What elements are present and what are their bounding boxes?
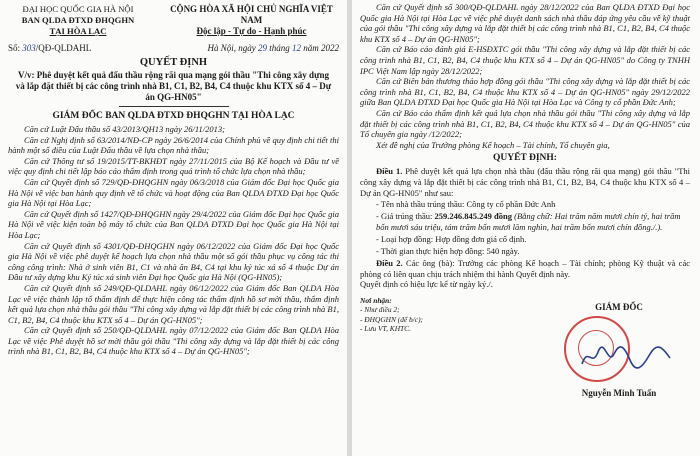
issuing-authority: GIÁM ĐỐC BAN QLDA ĐTXD ĐHQGHN TẠI HÒA LẠC bbox=[52, 111, 295, 121]
date-suffix: năm 2022 bbox=[303, 43, 339, 53]
legal-basis-12: Căn cứ Báo cáo thẩm định kết quả lựa chọn nhà thầu gói thầu "Thi công xây dựng và lắp đặt thiết bị các công trình nhà B1, C1, B2, B4, C4 thuộc khu KTX số 4 – Dự án QG-HN05" của Tổ chuyên gia ngày /12/2022; bbox=[360, 107, 690, 140]
issue-date bbox=[207, 43, 339, 53]
date-mid: tháng bbox=[269, 43, 290, 53]
legal-basis-7: Căn cứ Quyết định số 249/QĐ-QLDAHL ngày 06/12/2022 của Giám đốc Ban QLDA Hòa Lạc về việc thành lập tổ thẩm định để thực hiện công tác thẩm định hồ sơ mời thầu, thẩm định kết quả lựa chọn nhà thầu gói thầu "Thi công xây dựng và lắp đặt thiết bị các công trình nhà B1, C1, B2, B4, C4 thuộc khu KTX số 4 – Dự án QG-HN05"; bbox=[8, 282, 339, 325]
org-line-1: ĐẠI HỌC QUỐC GIA HÀ NỘI bbox=[22, 4, 134, 14]
legal-basis-6: Căn cứ Quyết định số 4301/QĐ-ĐHQGHN ngày 06/12/2022 của Giám đốc Đại học Quốc gia Hà Nội về việc phê duyệt kế hoạch lựa chọn nhà thầu một số gói thầu phục vụ công tác thi công công trình: Nhà ở sinh viên B1, C1 và nhà ăn B4, C4 tại khu ký túc xá số 4 thuộc Dự án Đầu tư xây dựng khu Ký túc xá sinh viên Đại học Quốc gia Hà Nội (QG-HN05); bbox=[8, 240, 339, 283]
legal-basis-1: Căn cứ Luật Đấu thầu số 43/2013/QH13 ngày 26/11/2013; bbox=[24, 124, 225, 134]
recipients bbox=[360, 296, 480, 334]
divider bbox=[119, 106, 229, 107]
signer-title: GIÁM ĐỐC bbox=[595, 301, 643, 312]
document-title: QUYẾT ĐỊNH bbox=[139, 57, 208, 68]
article-2-head: Điều 2. bbox=[376, 258, 403, 269]
decision-page-2 bbox=[352, 0, 700, 456]
legal-basis-2: Căn cứ Nghị định số 63/2014/NĐ-CP ngày 26/6/2014 của Chính phủ về quy định chi tiết thi hành một số điều của Luật Đấu thầu về lựa chọn nhà thầu; bbox=[8, 134, 339, 156]
recipient-3: - Lưu VT, KHTC. bbox=[360, 324, 411, 334]
doc-no-prefix: Số: bbox=[8, 43, 21, 53]
contract-duration: - Thời gian thực hiện hợp đồng: 540 ngày. bbox=[376, 246, 520, 257]
recipient-2: - ĐHQGHN (để b/c); bbox=[360, 314, 424, 324]
document-header bbox=[8, 4, 339, 37]
legal-basis-9: Căn cứ Quyết định số 300/QĐ-QLDAHL ngày 28/12/2022 của Ban QLDA ĐTXD Đại học Quốc gia Hà Nội tại Hòa Lạc về việc phê duyệt danh sách nhà thầu đáp ứng yêu cầu về kỹ thuật của gói thầu "Thi công xây dựng và lắp đặt thiết bị các công trình nhà B1, C1, B2, B4, C4 thuộc khu KTX số 4 – Dự án QG-HN05"; bbox=[360, 2, 690, 44]
article-1-text: Phê duyệt kết quả lựa chọn nhà thầu (đấu thầu rộng rãi qua mạng) gói thầu "Thi công xây dựng và lắp đặt thiết bị các công trình nhà B1, C1, B2, B4, C4 thuộc khu KTX số 4 – Dự án QG-HN05" như sau: bbox=[360, 166, 690, 198]
doc-no-handwritten: 303 bbox=[22, 43, 36, 53]
effective-clause: Quyết định có hiệu lực kể từ ngày ký./. bbox=[360, 279, 493, 290]
issuing-agency bbox=[8, 4, 148, 37]
handwritten-signature bbox=[578, 342, 674, 372]
price-value: 259.246.845.249 đồng bbox=[434, 211, 513, 222]
legal-basis-5: Căn cứ Quyết định số 1427/QĐ-ĐHQGHN ngày 29/4/2022 của Giám đốc Đại học Quốc gia Hà Nội về việc kiện toàn bộ máy tổ chức của Ban QLDA ĐTXD Đại học Quốc gia Hà Nội tại Hòa Lạc; bbox=[8, 208, 339, 240]
date-month: 12 bbox=[292, 43, 301, 53]
contract-type: - Loại hợp đồng: Hợp đồng đơn giá cố định. bbox=[376, 234, 527, 245]
legal-basis-11: Căn cứ Biên bản thương thảo hợp đồng gói thầu "Thi công xây dựng và lắp đặt thiết bị các công trình nhà B1, C1, B2, B4, C4 thuộc khu KTX số 4 – Dự án QG-HN05" ngày 29/12/2022 giữa Ban QLDA ĐTXD Đại học Quốc gia Hà Nội tại Hòa Lạc và Công ty cổ phần Đức Anh; bbox=[360, 76, 690, 108]
nation-line-1: CỘNG HÒA XÃ HỘI CHỦ NGHĨA VIỆT NAM bbox=[170, 4, 333, 25]
signer-name: Nguyễn Minh Tuấn bbox=[581, 387, 657, 398]
document-number bbox=[8, 43, 91, 53]
price-in-words: (Bằng chữ: Hai trăm năm mươi chín tỷ, hai trăm bốn mươi sáu triệu, tám trăm bốn mươi lăm nghìn, hai trăm bốn mươi chín đồng./.). bbox=[376, 211, 681, 233]
article-1-head: Điều 1. bbox=[376, 166, 403, 177]
recipient-1: - Như điều 2; bbox=[360, 305, 400, 315]
signature-block bbox=[360, 294, 690, 404]
document-subject: V/v: Phê duyệt kết quả đấu thầu rộng rãi qua mạng gói thầu "Thi công xây dựng và lắp đặt thiết bị các công trình nhà B1, C1, B2, B4, C4 thuộc khu KTX số 4 – Dự án QG-HN05" bbox=[15, 70, 332, 102]
nation-line-2: Độc lập - Tự do - Hạnh phúc bbox=[196, 26, 307, 36]
org-line-2: BAN QLDA ĐTXD ĐHQGHN bbox=[21, 15, 135, 25]
legal-basis-8: Căn cứ Quyết định số 250/QĐ-QLDAHL ngày 07/12/2022 của Giám đốc Ban QLDA Hòa Lạc về việc Phê duyệt hồ sơ mời thầu gói thầu "Thi công xây dựng và lắp đặt thiết bị các công trình nhà B1, C1, B2, B4, C4 thuộc khu KTX số 4 – Dự án QG-HN05"; bbox=[8, 325, 339, 357]
date-day: 29 bbox=[257, 43, 267, 53]
decide-heading: QUYẾT ĐỊNH: bbox=[493, 153, 557, 164]
doc-number-date-row bbox=[8, 43, 339, 53]
date-prefix: Hà Nội, ngày bbox=[207, 43, 256, 53]
doc-no-suffix: /QĐ-QLDAHL bbox=[35, 43, 92, 53]
decision-page-1 bbox=[0, 0, 347, 456]
article-1 bbox=[360, 166, 690, 198]
org-line-3: TẠI HÒA LẠC bbox=[49, 26, 107, 36]
winning-price bbox=[360, 211, 690, 233]
winner-name: - Tên nhà thầu trúng thầu: Công ty cổ phần Đức Anh bbox=[376, 199, 556, 210]
legal-basis-10: Căn cứ Báo cáo đánh giá E-HSĐXTC gói thầu "Thi công xây dựng và lắp đặt thiết bị các công trình nhà B1, C1, B2, B4, C4 thuộc khu KTX số 4 – Dự án QG-HN05" do Công ty TNHH IPC Việt Nam lập ngày 28/12/2022; bbox=[360, 44, 690, 76]
legal-basis-4: Căn cứ Quyết định số 729/QĐ-ĐHQGHN ngày 06/3/2018 của Giám đốc Đại học Quốc gia Hà Nội về việc ban hành quy định về tổ chức và hoạt động của Ban QLDA ĐTXD Đại học Quốc gia Hà Nội tại Hòa Lạc; bbox=[8, 176, 339, 209]
recipients-head: Nơi nhận: bbox=[360, 295, 392, 305]
national-motto bbox=[164, 4, 339, 37]
article-2-text: Các ông (bà): Trưởng các phòng Kế hoạch – Tài chính; phòng Kỹ thuật và các phòng có liên quan chịu trách nhiệm thi hành Quyết định này. bbox=[360, 258, 690, 279]
legal-basis-3: Căn cứ Thông tư số 19/2015/TT-BKHĐT ngày 27/11/2015 của Bộ Kế hoạch và Đầu tư về việc quy định chi tiết lập báo cáo thẩm định trong quá trình tổ chức lựa chọn nhà thầu; bbox=[8, 155, 339, 177]
proposal-line: Xét đề nghị của Trưởng phòng Kế hoạch – Tài chính, Tổ chuyên gia, bbox=[376, 139, 610, 150]
price-label: - Giá trúng thầu: bbox=[376, 211, 433, 222]
article-2 bbox=[360, 258, 690, 279]
signer bbox=[554, 301, 684, 398]
